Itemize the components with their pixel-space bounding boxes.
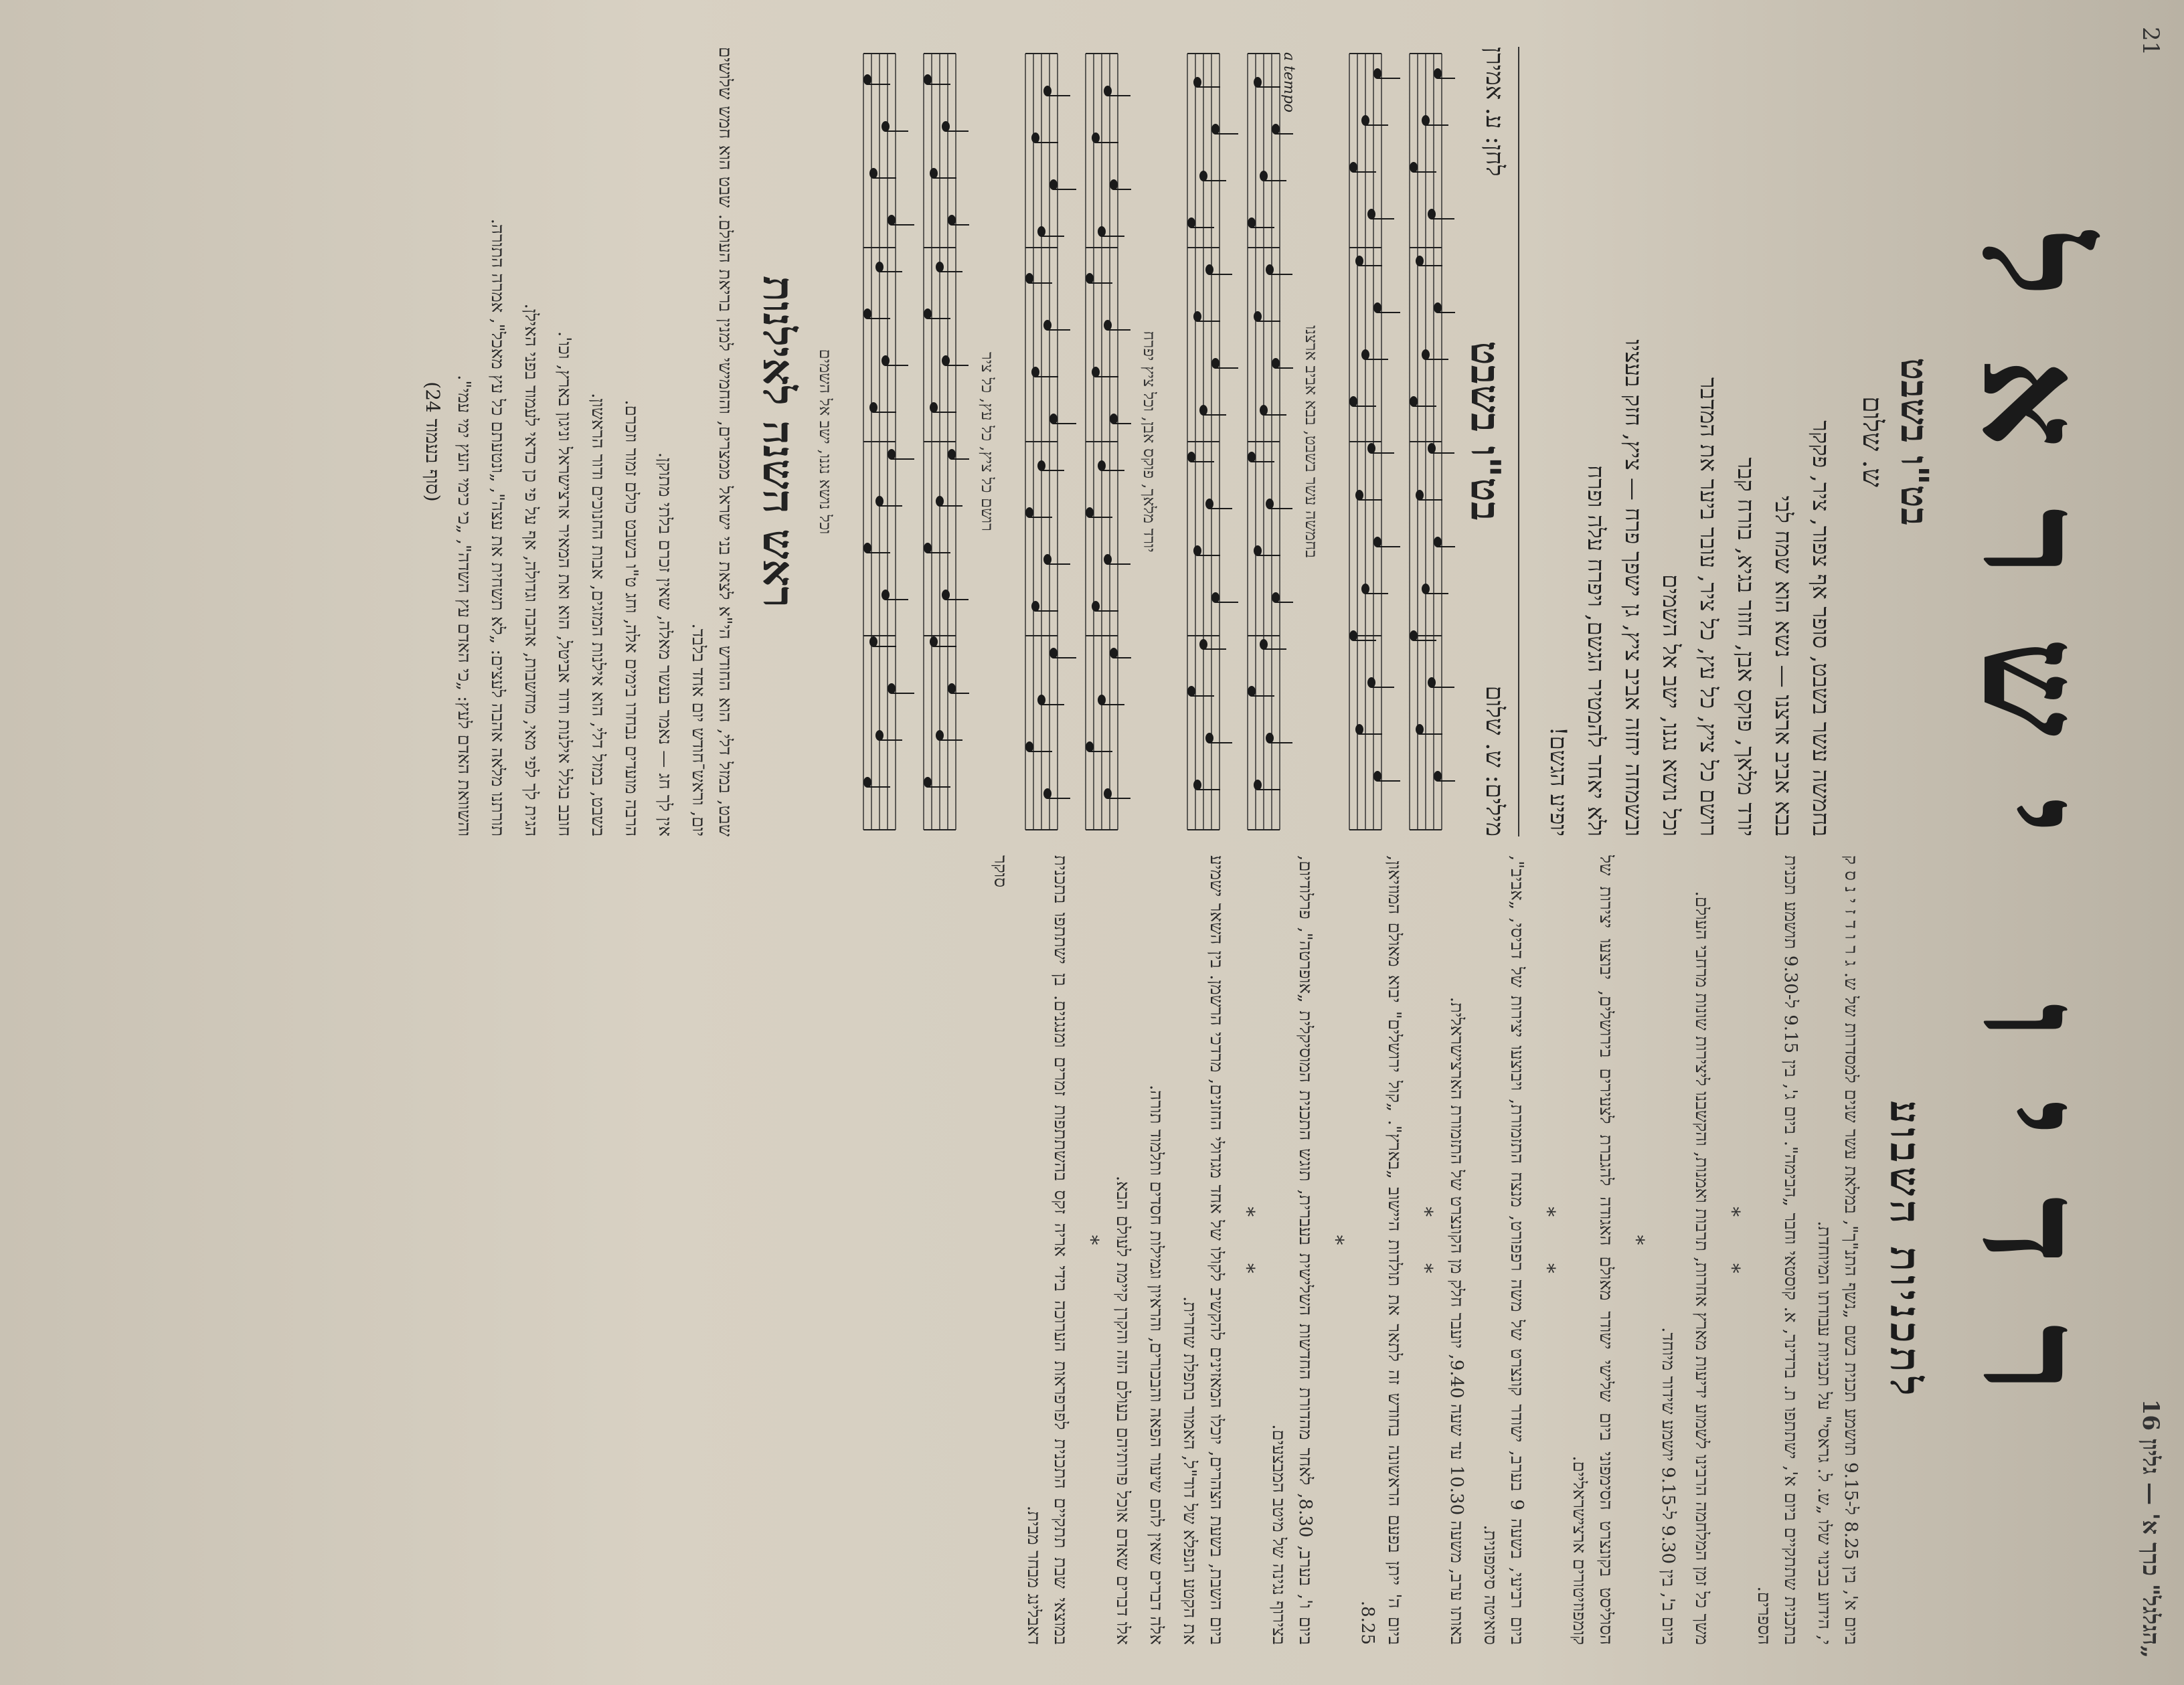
music-staff xyxy=(1166,47,1293,836)
note-head xyxy=(1086,273,1094,284)
note-head xyxy=(924,308,932,319)
note-head xyxy=(1187,452,1195,462)
note-head xyxy=(1110,414,1118,424)
note-head xyxy=(1211,592,1220,603)
note-head xyxy=(1037,460,1045,471)
note-head xyxy=(869,636,877,647)
note-head xyxy=(1110,648,1118,658)
article-paragraph: הרבה מועדים נבחרו בימים אלה, וחג ט"ו בשבט כולם זמור וזכרם. xyxy=(621,400,641,836)
note-head xyxy=(1205,264,1213,275)
article-footnote: (סוף בעמוד 24) xyxy=(422,381,444,502)
note-head xyxy=(1416,490,1424,501)
note-head xyxy=(1049,648,1058,658)
lyricist-name: ש. שלום xyxy=(1481,685,1508,768)
score-header xyxy=(1462,47,1509,836)
schedule-paragraph: ביום ה' ייתן בפעם הראשונה בחודש זה לתאר את תולדות היישוב „בארץ". „קול ירושלים" יבוא מאולם המוזיאון, 8.25. xyxy=(1357,855,1404,1645)
lyric-line: בחמשה עשר בשבט, בבא אביב ארצנו xyxy=(1302,325,1321,558)
separator: * * xyxy=(1413,1207,1436,1294)
note-head xyxy=(930,168,938,179)
separator: * * xyxy=(1535,1207,1559,1294)
note-head xyxy=(1110,179,1118,190)
schedule-signature: סוקר xyxy=(990,855,1010,888)
note-head xyxy=(1098,695,1106,705)
poem-line: בחמשה עשר בשבט, סופר אף צפור, ציר, פקקר xyxy=(1807,420,1834,836)
score-composer: לחן: ע. אמירן xyxy=(1481,47,1508,177)
lyric-line: וכל נושא נגנו, ישב אל השמים xyxy=(816,349,835,535)
tempo-marking: a tempo xyxy=(1280,52,1297,113)
note-head xyxy=(881,121,890,132)
note-head xyxy=(1031,367,1039,377)
schedule-paragraph: ביום ב', בין 9.30 ל-9.15 יושמע שידור מיוחד. xyxy=(1658,1327,1678,1645)
note-head xyxy=(924,777,932,788)
note-head xyxy=(942,590,950,600)
note-head xyxy=(1248,452,1256,462)
note-head xyxy=(1254,780,1262,790)
note-head xyxy=(1193,77,1201,88)
note-head xyxy=(1410,630,1418,641)
note-head xyxy=(1205,733,1213,743)
note-head xyxy=(1373,302,1381,313)
note-head xyxy=(863,543,871,553)
schedule-paragraph: בתכנית שתתקיים ביום א', ישתתפו ת. ברדינר, א. קוסטאי וחבר „הבימה". ביום ג', בין 9.15 ל-9.30 תושמע תכנית הספרים. xyxy=(1754,855,1800,1645)
staff-row xyxy=(1139,47,1297,836)
note-head xyxy=(1428,443,1436,454)
note-head xyxy=(1422,349,1430,360)
lyric-line: יורד מלאך, פוקס אבן, וכל ציץ יפרח xyxy=(1140,331,1159,553)
note-head xyxy=(1043,320,1052,331)
note-head xyxy=(948,683,956,694)
note-head xyxy=(1260,639,1268,650)
article-paragraph: חובב בגלל אילנות ודוד אביטל, הוא ואת המאיר ארצישראל וניגון בארץ, וכו'. xyxy=(554,331,574,836)
poem-line: ובשמחה יחזה אביב ציץ, גן ישפך פרח — ציץ, חזק בעציו xyxy=(1620,339,1647,836)
note-head xyxy=(1199,639,1207,650)
note-head xyxy=(1434,537,1442,547)
composer-label: לחן xyxy=(1481,145,1508,177)
note-head xyxy=(1199,171,1207,181)
separator: * xyxy=(1324,1235,1347,1265)
note-head xyxy=(1187,217,1195,228)
note-head xyxy=(1098,226,1106,237)
note-head xyxy=(924,543,932,553)
separator: * xyxy=(1624,1235,1648,1265)
schedule-paragraph: אלו דברים שאדם אוכל פרותיהם בעולם הזה והקרן קיימת לעולם הבא. xyxy=(1112,1175,1132,1645)
note-head xyxy=(1410,162,1418,173)
note-head xyxy=(1428,677,1436,688)
poem-column xyxy=(62,47,1936,836)
note-head xyxy=(875,496,884,507)
note-head xyxy=(924,74,932,85)
note-head xyxy=(936,730,944,741)
article-paragraph: תורתנו מלאה אהבה לעצים: „לא תשחית את עצה", „ונטעתם כל עץ מאכל", אמרה התורה. xyxy=(487,218,507,836)
article-paragraph: והשוואת האדם לעץ: „כי האדם עץ השדה", „כי כימי העץ ימי עמי". xyxy=(454,375,474,836)
note-head xyxy=(1205,499,1213,509)
note-head xyxy=(1086,507,1094,518)
note-head xyxy=(1367,677,1375,688)
poem-line: בבא אביב ארצנו — נשא הוא שמח לבי xyxy=(1770,495,1796,836)
note-head xyxy=(1373,771,1381,782)
schedule-paragraph: ביום ו', בערב, 8.30, לאחר מהדורת החדשות השלישית בעברית, תוגש התכנית המוסיקלית „אופרטה", פרלודיום, בצירוף נגינה של מיטב המבצעים. xyxy=(1268,855,1315,1645)
note-head xyxy=(1037,226,1045,237)
note-head xyxy=(1355,724,1363,735)
issue-title: „הגלגל" כרך א' — גליון 16 xyxy=(2137,1399,2164,1658)
note-head xyxy=(1211,124,1220,135)
note-head xyxy=(948,449,956,460)
note-head xyxy=(888,449,896,460)
note-head xyxy=(1361,584,1369,594)
note-head xyxy=(869,168,877,179)
note-head xyxy=(1349,630,1357,641)
article-paragraph: שבט, במזל דלי, הוא החודש הי"א לצאת בני ישראל ממצרים, והחמישי למנין בריאת העולם. שבט הוא חמש שלושים יום, וראש־חודש יום אחד בלבד. xyxy=(688,47,735,836)
note-head xyxy=(1199,405,1207,416)
note-head xyxy=(1031,601,1039,612)
poem-line: רושם כל ציץ, כל עץ, כל ציר, עובר ביער את המדבר xyxy=(1695,377,1721,836)
note-head xyxy=(1025,741,1033,752)
note-head xyxy=(1434,771,1442,782)
note-head xyxy=(1049,414,1058,424)
note-head xyxy=(1410,396,1418,407)
separator: * * xyxy=(1720,1207,1744,1294)
note-head xyxy=(930,402,938,413)
poem-line: ולא יאחר להמטיר הגשם, ויפרח עלה ופרח xyxy=(1582,465,1609,836)
schedule-heading: לתכניות השבוע xyxy=(1881,1100,1930,1400)
note-head xyxy=(1272,124,1280,135)
score-title: בט"ו בשבט xyxy=(1462,341,1509,521)
note-head xyxy=(1193,545,1201,556)
note-head xyxy=(1043,554,1052,565)
schedule-paragraph: באותו ערב, משעה 10.30 עד שעה 9.40, יועבר חלק מן הקונצרט של התזמורת הארצישראלית. xyxy=(1446,996,1466,1645)
article-paragraph: הגית לך לפי מאי, מחשבות, אהבה וגדולה, אף על פי כן כדאי לעמוד בפני האילן. xyxy=(521,303,541,836)
note-head xyxy=(1355,256,1363,266)
note-head xyxy=(948,215,956,226)
note-head xyxy=(1254,77,1262,88)
note-head xyxy=(1272,358,1280,369)
note-head xyxy=(1266,264,1274,275)
note-head xyxy=(1254,545,1262,556)
poem-line: יופיע הגשם! xyxy=(1545,726,1572,836)
running-header xyxy=(2130,27,2171,1658)
note-head xyxy=(1254,311,1262,322)
music-staff xyxy=(1004,47,1131,836)
main-title: רדיו ישראל xyxy=(1951,231,2116,1454)
sheet-music xyxy=(815,47,1519,836)
note-head xyxy=(942,121,950,132)
staff-system xyxy=(815,47,1455,836)
schedule-paragraph: במוצאי שבת תתקיים התכנית לפרפראות הערוכה בידי אריה זקס בהשתתפות זמרים ומנגנים. בן ישתתפו בתכנית דאבלינג מבחר מבית. xyxy=(1023,855,1070,1645)
page-number: 21 xyxy=(2137,27,2164,56)
separator: * xyxy=(1079,1235,1102,1265)
note-head xyxy=(1049,179,1058,190)
note-head xyxy=(863,308,871,319)
note-head xyxy=(1104,788,1112,799)
note-head xyxy=(1092,367,1100,377)
note-head xyxy=(1349,162,1357,173)
note-head xyxy=(888,215,896,226)
note-head xyxy=(1025,273,1033,284)
note-head xyxy=(1361,349,1369,360)
title-band xyxy=(1951,40,2116,1645)
note-head xyxy=(1373,68,1381,79)
note-head xyxy=(1373,537,1381,547)
note-head xyxy=(1104,86,1112,96)
staff-row xyxy=(1301,47,1455,836)
note-head xyxy=(936,496,944,507)
note-head xyxy=(875,262,884,272)
note-head xyxy=(1193,780,1201,790)
note-head xyxy=(1187,686,1195,697)
article-paragraph: אין לך חג — נאמר בעשר מאלה, שאין זכרם בלתי מתוקן. xyxy=(655,452,675,836)
note-head xyxy=(1428,209,1436,219)
note-head xyxy=(1043,788,1052,799)
composer-name: ע. אמירן xyxy=(1481,47,1508,129)
note-head xyxy=(1031,132,1039,143)
schedule-paragraph: ביום א', בין 8.25 ל-9.15 תושמע תכנית בשם „נשף התנ"ך", במלאת עשר שנים למסדרות של ש. ג ר ו ד ז י נ ס ק י, הידוע בכינוי שלו „ש. ל. גראסי" על תכניות עבודתו המיוחדת. xyxy=(1814,855,1861,1645)
schedule-paragraph: ביום השבת, בשעת הצהרים, יוכלו המאזינים להקשיב לקולו של אחד מגדולי החזנים, מרדכי הרשמן. בין השאר ישמיע את הקטע הנפלא של דוד"ל, האמור בתפלת שחרית. xyxy=(1179,855,1226,1645)
note-head xyxy=(1422,584,1430,594)
note-head xyxy=(1098,460,1106,471)
note-head xyxy=(1092,132,1100,143)
note-head xyxy=(1025,507,1033,518)
note-head xyxy=(1193,311,1201,322)
note-head xyxy=(863,74,871,85)
note-head xyxy=(1043,86,1052,96)
schedule-paragraph: ביום רביעי, בשעה 9 בערב, ישודר קונצרט של משה רפפורט, מנצח התזמורת, ויבוצעו יצירות של דביסי, „אביב", סואיטה סימפונית. xyxy=(1480,855,1527,1645)
poem-line: וכל נושא נגנו, ישב אל השמים xyxy=(1657,574,1684,836)
schedule-paragraph: משך כל זמן המלחמה הרבינו לשמוע ידיעות מארץ אחרות, תרבות ואמנות, והקשבנו ליצירות שונות מרחבי העולם. xyxy=(1691,891,1711,1645)
schedule-paragraph: אלה דברים שאין להם שיעור הפאה והבכורים, והראיון וגמילות חסדים ותלמוד תורה. xyxy=(1146,1084,1166,1645)
lyricist-label: מילים xyxy=(1481,783,1508,836)
note-head xyxy=(1211,358,1220,369)
note-head xyxy=(881,590,890,600)
note-head xyxy=(1248,686,1256,697)
schedule-paragraph: הסוליסט בקונצרט הסימפוני ביום שלישי ישודר מאולם האגודה להגברת לצעירים בירושלים, יבוצעו יצירות של קומפוזיטורים ארצישראליים. xyxy=(1569,855,1616,1645)
note-head xyxy=(1272,592,1280,603)
poem-line: יורד מלאך, פוקס אבן, חוזר בגיא, בורח קבר xyxy=(1732,457,1759,836)
note-head xyxy=(881,355,890,366)
note-head xyxy=(1361,115,1369,126)
note-head xyxy=(1416,256,1424,266)
note-head xyxy=(1086,741,1094,752)
note-head xyxy=(1248,217,1256,228)
note-head xyxy=(1434,68,1442,79)
note-head xyxy=(1037,695,1045,705)
article-paragraph: בשבט, במזל דלי, הוא אילנות המזגים, אבות החנוכים ודור הראשון. xyxy=(588,393,608,836)
music-staff xyxy=(842,47,969,836)
note-head xyxy=(942,355,950,366)
music-staff xyxy=(1328,47,1455,836)
poem-title: בט"ו בשבט xyxy=(1892,357,1936,526)
staff-row xyxy=(977,47,1131,836)
note-head xyxy=(1434,302,1442,313)
article-heading: ראש השנה לאילנות xyxy=(753,275,803,608)
staff-row xyxy=(815,47,969,836)
note-head xyxy=(1349,396,1357,407)
note-head xyxy=(1260,171,1268,181)
note-head xyxy=(1355,490,1363,501)
note-head xyxy=(930,636,938,647)
note-head xyxy=(936,262,944,272)
separator: * * xyxy=(1235,1207,1258,1294)
note-head xyxy=(1416,724,1424,735)
note-head xyxy=(869,402,877,413)
note-head xyxy=(888,683,896,694)
lyric-line: רושם כל ציץ, כל עץ, כל ציר xyxy=(978,352,997,531)
note-head xyxy=(1260,405,1268,416)
note-head xyxy=(1266,499,1274,509)
score-lyricist: מילים: ש. שלום xyxy=(1481,685,1508,836)
note-head xyxy=(1367,209,1375,219)
note-head xyxy=(1266,733,1274,743)
note-head xyxy=(875,730,884,741)
note-head xyxy=(1092,601,1100,612)
note-head xyxy=(1367,443,1375,454)
schedule-column xyxy=(129,855,1936,1645)
note-head xyxy=(863,777,871,788)
note-head xyxy=(1422,115,1430,126)
note-head xyxy=(1104,320,1112,331)
note-head xyxy=(1104,554,1112,565)
poem-author: ש. שלום xyxy=(1857,396,1887,487)
